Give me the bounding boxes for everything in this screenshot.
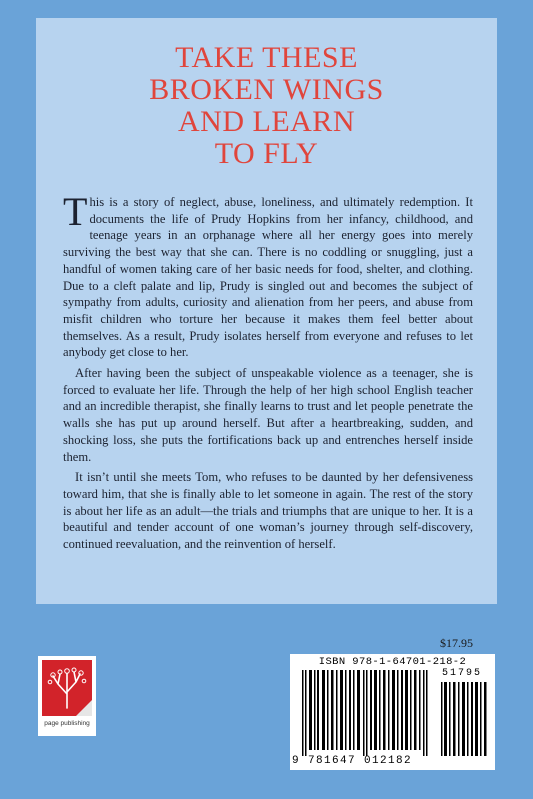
blurb-paragraph-2: After having been the subject of unspeakable violence as a teenager, she is forced to evaluate her life. Through the help of her high school English teacher and an incredible therapist, she finally learns to trust and let people penetrate the walls she has put up around herself. But after a heartbreaking, sudden, and shocking loss, she puts the fortifications back up and entrenches herself inside them. [63,366,473,464]
blurb-paragraph-3: It isn’t until she meets Tom, who refuses to be daunted by her defensiveness toward him, that she is finally able to let someone in again. The rest of the story is about her life as an adult—the trials and triumphs that are unique to her. It is a beautiful and tender account of one woman’s journey through self-discovery, continued reevaluation, and the reinvention of herself. [63,470,473,552]
ean-barcode-bars [300,670,434,756]
drop-cap: T [63,189,88,234]
price: $17.95 [440,636,473,650]
publisher-name: page publishing [44,720,90,727]
barcode [290,654,495,770]
blurb-paragraph-1: This is a story of neglect, abuse, loneliness, and ultimately redemption. It documents the life of Prudy Hopkins from her infancy, childhood, and teenage years in an orphanage where all her energy goes into merely surviving the best way that she can. There is no coddling or snuggling, just a handful of women taking care of her basic needs for food, shelter, and clothing. Due to a cleft palate and lip, Prudy is singled out and becomes the subject of sympathy from adults, curiosity and alienation from her peers, and abuse from misfit children who torture her because it makes them feel better about themselves. As a result, Prudy isolates herself from everyone and refuses to let anybody get close to her. [63,189,473,360]
tree-logo-icon [42,660,92,716]
book-title: TAKE THESE BROKEN WINGS AND LEARN TO FLY [149,41,384,170]
addon-barcode-bars [440,682,490,756]
blurb [63,189,473,557]
addon-number: 51795 [442,668,483,679]
ean-number: 9 781647 012182 [292,755,413,767]
back-cover-panel [36,18,497,604]
publisher-logo [38,656,96,736]
isbn-text: ISBN 978-1-64701-218-2 [318,656,467,668]
